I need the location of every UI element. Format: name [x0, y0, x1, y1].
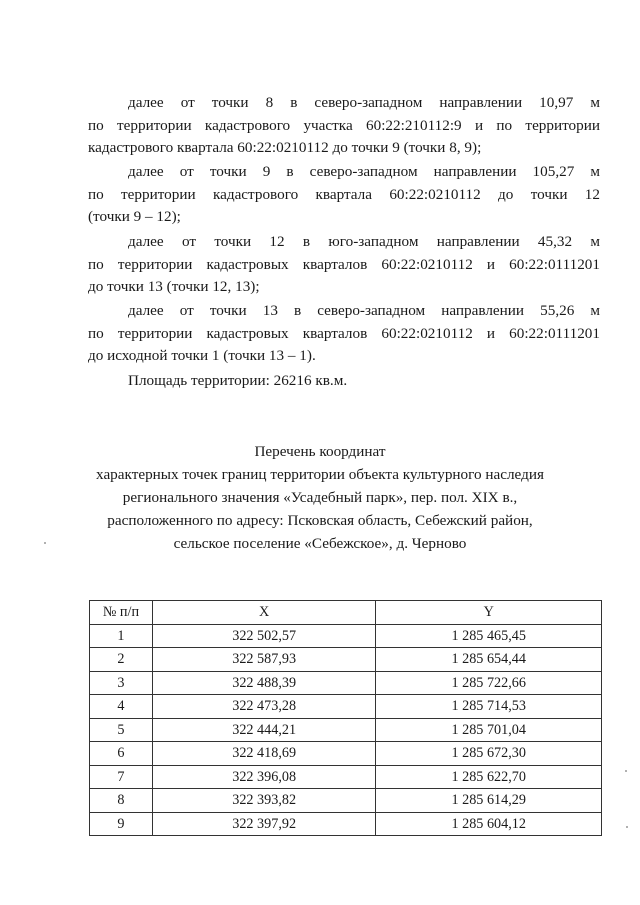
paragraph-line: далее от точки 9 в северо-западном направлении 105,27 м — [128, 163, 600, 180]
table-row — [90, 742, 602, 766]
cell-index: 3 — [90, 671, 153, 695]
paragraph-line: далее от точки 13 в северо-западном направлении 55,26 м — [128, 302, 600, 319]
coordinates-table — [89, 600, 602, 836]
cell-index: 9 — [90, 812, 153, 836]
paragraph-line: по территории кадастровых кварталов 60:22:0210112 и 60:22:0111201 — [88, 324, 600, 342]
header-y: Y — [376, 601, 602, 625]
cell-index: 7 — [90, 765, 153, 789]
cell-x: 322 396,08 — [152, 765, 376, 789]
table-header-row — [90, 601, 602, 625]
cell-index: 5 — [90, 718, 153, 742]
heading-line: сельское поселение «Себежское», д. Черново — [173, 535, 467, 552]
table-row — [90, 765, 602, 789]
area-paragraph — [88, 370, 600, 393]
cell-y: 1 285 622,70 — [376, 765, 602, 789]
table-row — [90, 718, 602, 742]
coordinates-heading — [60, 440, 580, 555]
paragraph-line: (точки 9 – 12); — [88, 208, 181, 226]
paragraph-segment-13-1 — [88, 300, 600, 368]
scan-speck — [625, 770, 627, 772]
table-row — [90, 812, 602, 836]
cell-index: 2 — [90, 648, 153, 672]
scan-speck — [44, 542, 46, 544]
table-row — [90, 695, 602, 719]
heading-line: Перечень координат — [254, 443, 386, 460]
table-row — [90, 671, 602, 695]
paragraph-line: далее от точки 12 в юго-западном направлении 45,32 м — [128, 233, 600, 250]
cell-index: 4 — [90, 695, 153, 719]
header-x: X — [152, 601, 376, 625]
cell-x: 322 393,82 — [152, 789, 376, 813]
paragraph-line: далее от точки 8 в северо-западном направлении 10,97 м — [128, 94, 600, 111]
cell-x: 322 397,92 — [152, 812, 376, 836]
cell-x: 322 418,69 — [152, 742, 376, 766]
cell-x: 322 587,93 — [152, 648, 376, 672]
heading-line: характерных точек границ территории объекта культурного наследия — [96, 466, 544, 483]
cell-y: 1 285 604,12 — [376, 812, 602, 836]
paragraph-line: кадастрового квартала 60:22:0210112 до точки 9 (точки 8, 9); — [88, 139, 482, 157]
cell-y: 1 285 465,45 — [376, 624, 602, 648]
table-row — [90, 648, 602, 672]
header-index: № п/п — [90, 601, 153, 625]
paragraph-line: по территории кадастровых кварталов 60:22:0210112 и 60:22:0111201 — [88, 255, 600, 273]
paragraph-segment-12-13 — [88, 231, 600, 299]
table-row — [90, 624, 602, 648]
paragraph-line: до точки 13 (точки 12, 13); — [88, 278, 260, 296]
heading-line: регионального значения «Усадебный парк», пер. пол. XIX в., — [122, 489, 518, 506]
cell-y: 1 285 614,29 — [376, 789, 602, 813]
cell-y: 1 285 714,53 — [376, 695, 602, 719]
paragraph-line: по территории кадастрового участка 60:22:210112:9 и по территории — [88, 116, 600, 134]
cell-index: 8 — [90, 789, 153, 813]
cell-x: 322 502,57 — [152, 624, 376, 648]
table-row — [90, 789, 602, 813]
cell-x: 322 444,21 — [152, 718, 376, 742]
paragraph-line: до исходной точки 1 (точки 13 – 1). — [88, 347, 316, 365]
cell-index: 1 — [90, 624, 153, 648]
cell-y: 1 285 672,30 — [376, 742, 602, 766]
cell-x: 322 473,28 — [152, 695, 376, 719]
area-text: Площадь территории: 26216 кв.м. — [128, 372, 348, 389]
cell-y: 1 285 654,44 — [376, 648, 602, 672]
cell-index: 6 — [90, 742, 153, 766]
cell-y: 1 285 701,04 — [376, 718, 602, 742]
paragraph-segment-9-12 — [88, 161, 600, 229]
paragraph-line: по территории кадастрового квартала 60:22:0210112 до точки 12 — [88, 185, 600, 203]
scan-speck — [626, 826, 628, 828]
cell-y: 1 285 722,66 — [376, 671, 602, 695]
cell-x: 322 488,39 — [152, 671, 376, 695]
heading-line: расположенного по адресу: Псковская область, Себежский район, — [107, 512, 533, 529]
paragraph-segment-8-9 — [88, 92, 600, 160]
